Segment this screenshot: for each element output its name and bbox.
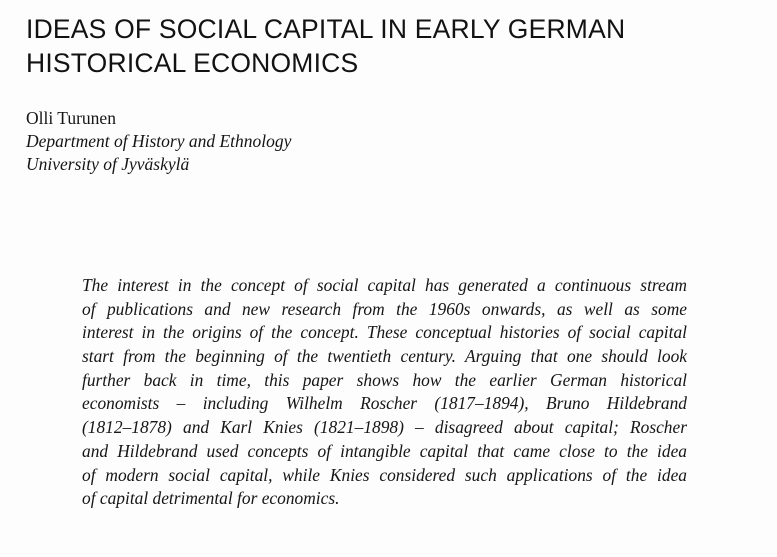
abstract-line: further back in time, this paper shows how the earlier German historical xyxy=(82,369,687,390)
author-name: Olli Turunen xyxy=(26,108,116,128)
abstract-line: and Hildebrand used concepts of intangible capital that came close to the idea xyxy=(82,440,687,461)
abstract-line: economists – including Wilhelm Roscher (1817–1894), Bruno Hildebrand xyxy=(82,393,687,414)
abstract-line: of capital detrimental for economics. xyxy=(82,488,340,509)
abstract-line: (1812–1878) and Karl Knies (1821–1898) – disagreed about capital; Roscher xyxy=(82,417,687,438)
abstract-line: of modern social capital, while Knies considered such applications of the idea xyxy=(82,464,687,485)
affiliation-department: Department of History and Ethnology xyxy=(26,131,292,151)
abstract-line: The interest in the concept of social capital has generated a continuous stream xyxy=(82,275,687,295)
title-line-2: HISTORICAL ECONOMICS xyxy=(26,48,359,78)
title-line-1: IDEAS OF SOCIAL CAPITAL IN EARLY GERMAN xyxy=(26,14,626,44)
abstract-line: start from the beginning of the twentieth century. Arguing that one should look xyxy=(82,346,687,367)
author-block xyxy=(26,107,526,176)
abstract xyxy=(82,274,687,511)
abstract-line: of publications and new research from the 1960s onwards, as well as some xyxy=(82,298,687,319)
abstract-line: interest in the origins of the concept. These conceptual histories of social capital xyxy=(82,322,687,343)
paper-title xyxy=(26,12,746,80)
affiliation-university: University of Jyväskylä xyxy=(26,154,190,174)
